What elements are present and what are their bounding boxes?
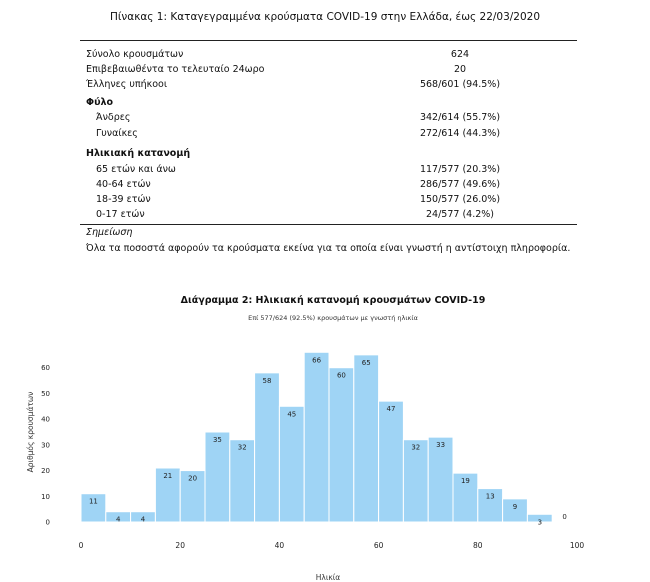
row-value: 568/601 (94.5%) — [419, 79, 501, 90]
histogram-bar — [304, 352, 329, 522]
histogram-bar — [354, 355, 379, 522]
bar-value-label: 47 — [386, 405, 396, 414]
table-bottom-rule — [80, 224, 577, 225]
table-row-women — [80, 127, 577, 141]
bar-value-label: 19 — [460, 477, 470, 486]
bar-value-label: 32 — [411, 443, 421, 452]
x-axis-label: Ηλικία — [315, 573, 341, 582]
y-tick-label: 20 — [41, 467, 50, 476]
bar-value-label: 9 — [512, 502, 518, 511]
histogram-bar — [205, 432, 230, 522]
x-tick-label: 80 — [473, 541, 483, 550]
table-row-men — [80, 111, 577, 125]
bar-value-label: 3 — [537, 518, 543, 527]
bar-value-label: 13 — [485, 492, 495, 501]
bar-value-label: 60 — [336, 371, 346, 380]
bar-value-label: 4 — [140, 515, 146, 524]
row-label: Επιβεβαιωθέντα το τελευταίο 24ωρο — [86, 64, 265, 75]
histogram-bar — [403, 440, 428, 522]
y-tick-label: 30 — [41, 441, 50, 450]
row-value: 150/577 (26.0%) — [419, 194, 501, 205]
y-axis-label: Αριθμός κρουσμάτων — [26, 391, 35, 473]
bar-value-label: 4 — [115, 515, 121, 524]
histogram-bar — [379, 401, 404, 522]
histogram-chart — [0, 290, 650, 582]
bar-value-label: 66 — [312, 356, 322, 365]
histogram-bar — [230, 440, 255, 522]
table-title: Πίνακας 1: Καταγεγραμμένα κρούσματα COVID-19 στην Ελλάδα, έως 22/03/2020 — [109, 11, 541, 23]
row-label: 18-39 ετών — [96, 194, 151, 205]
table-row-age-18-39 — [80, 193, 577, 207]
bar-value-label: 65 — [361, 358, 371, 367]
chart-subtitle: Επί 577/624 (92.5%) κρουσμάτων με γνωστή ηλικία — [248, 314, 418, 322]
y-tick-label: 50 — [41, 389, 50, 398]
bar-value-label: 11 — [88, 497, 98, 506]
table-heading-age — [80, 147, 577, 161]
x-tick-label: 60 — [373, 541, 384, 550]
bar-value-label: 33 — [436, 441, 446, 450]
histogram-bar — [428, 437, 453, 522]
row-value: 272/614 (44.3%) — [419, 128, 501, 139]
y-tick-label: 10 — [41, 492, 50, 501]
row-label: Γυναίκες — [96, 128, 138, 139]
x-ticks-group — [79, 541, 585, 550]
x-tick-label: 0 — [78, 541, 84, 550]
x-tick-label: 20 — [175, 541, 185, 550]
section-heading: Φύλο — [86, 97, 114, 108]
table-row-total — [80, 48, 577, 62]
table-top-rule — [80, 40, 577, 41]
row-label: 65 ετών και άνω — [96, 164, 176, 175]
row-value: 286/577 (49.6%) — [419, 179, 501, 190]
row-label: 40-64 ετών — [96, 179, 151, 190]
row-value: 117/577 (20.3%) — [419, 164, 501, 175]
x-tick-label: 100 — [569, 541, 585, 550]
y-tick-label: 40 — [41, 415, 50, 424]
row-value: 624 — [450, 49, 470, 60]
row-label: Έλληνες υπήκοοι — [86, 79, 168, 90]
row-label: Άνδρες — [96, 112, 131, 123]
bars-group — [81, 352, 552, 522]
bar-value-label: 21 — [163, 472, 173, 480]
y-ticks-group — [41, 364, 50, 526]
y-tick-label: 0 — [45, 518, 50, 527]
x-tick-label: 40 — [274, 541, 285, 550]
table-row-age-40-64 — [80, 178, 577, 192]
table-row-last24h — [80, 63, 577, 77]
bar-value-label: 35 — [212, 436, 222, 444]
table-row-age-0-17 — [80, 208, 577, 222]
section-heading: Ηλικιακή κατανομή — [86, 148, 191, 159]
row-value: 342/614 (55.7%) — [419, 112, 501, 123]
table-row-nationals — [80, 78, 577, 92]
chart-title: Διάγραμμα 2: Ηλικιακή κατανομή κρουσμάτων COVID-19 — [180, 295, 486, 306]
note-text: Όλα τα ποσοστά αφορούν τα κρούσματα εκείνα για τα οποία είναι γνωστή η αντίστοιχη πληροφορία. — [86, 243, 571, 254]
bar-value-label: 58 — [262, 376, 272, 385]
table-row-age-65plus — [80, 163, 577, 177]
y-tick-label: 60 — [41, 364, 50, 373]
row-value: 20 — [453, 64, 467, 75]
note-heading: Σημείωση — [86, 227, 133, 238]
histogram-bar — [279, 406, 304, 522]
bar-value-label: 0 — [562, 513, 567, 521]
row-label: Σύνολο κρουσμάτων — [86, 49, 184, 60]
bar-value-label: 20 — [188, 474, 198, 483]
table-heading-sex — [80, 96, 577, 110]
row-label: 0-17 ετών — [96, 209, 145, 220]
bar-value-label: 32 — [237, 443, 247, 452]
bar-value-label: 45 — [287, 410, 297, 419]
row-value: 24/577 (4.2%) — [426, 209, 494, 220]
histogram-bar — [329, 368, 354, 522]
histogram-bar — [255, 373, 280, 522]
